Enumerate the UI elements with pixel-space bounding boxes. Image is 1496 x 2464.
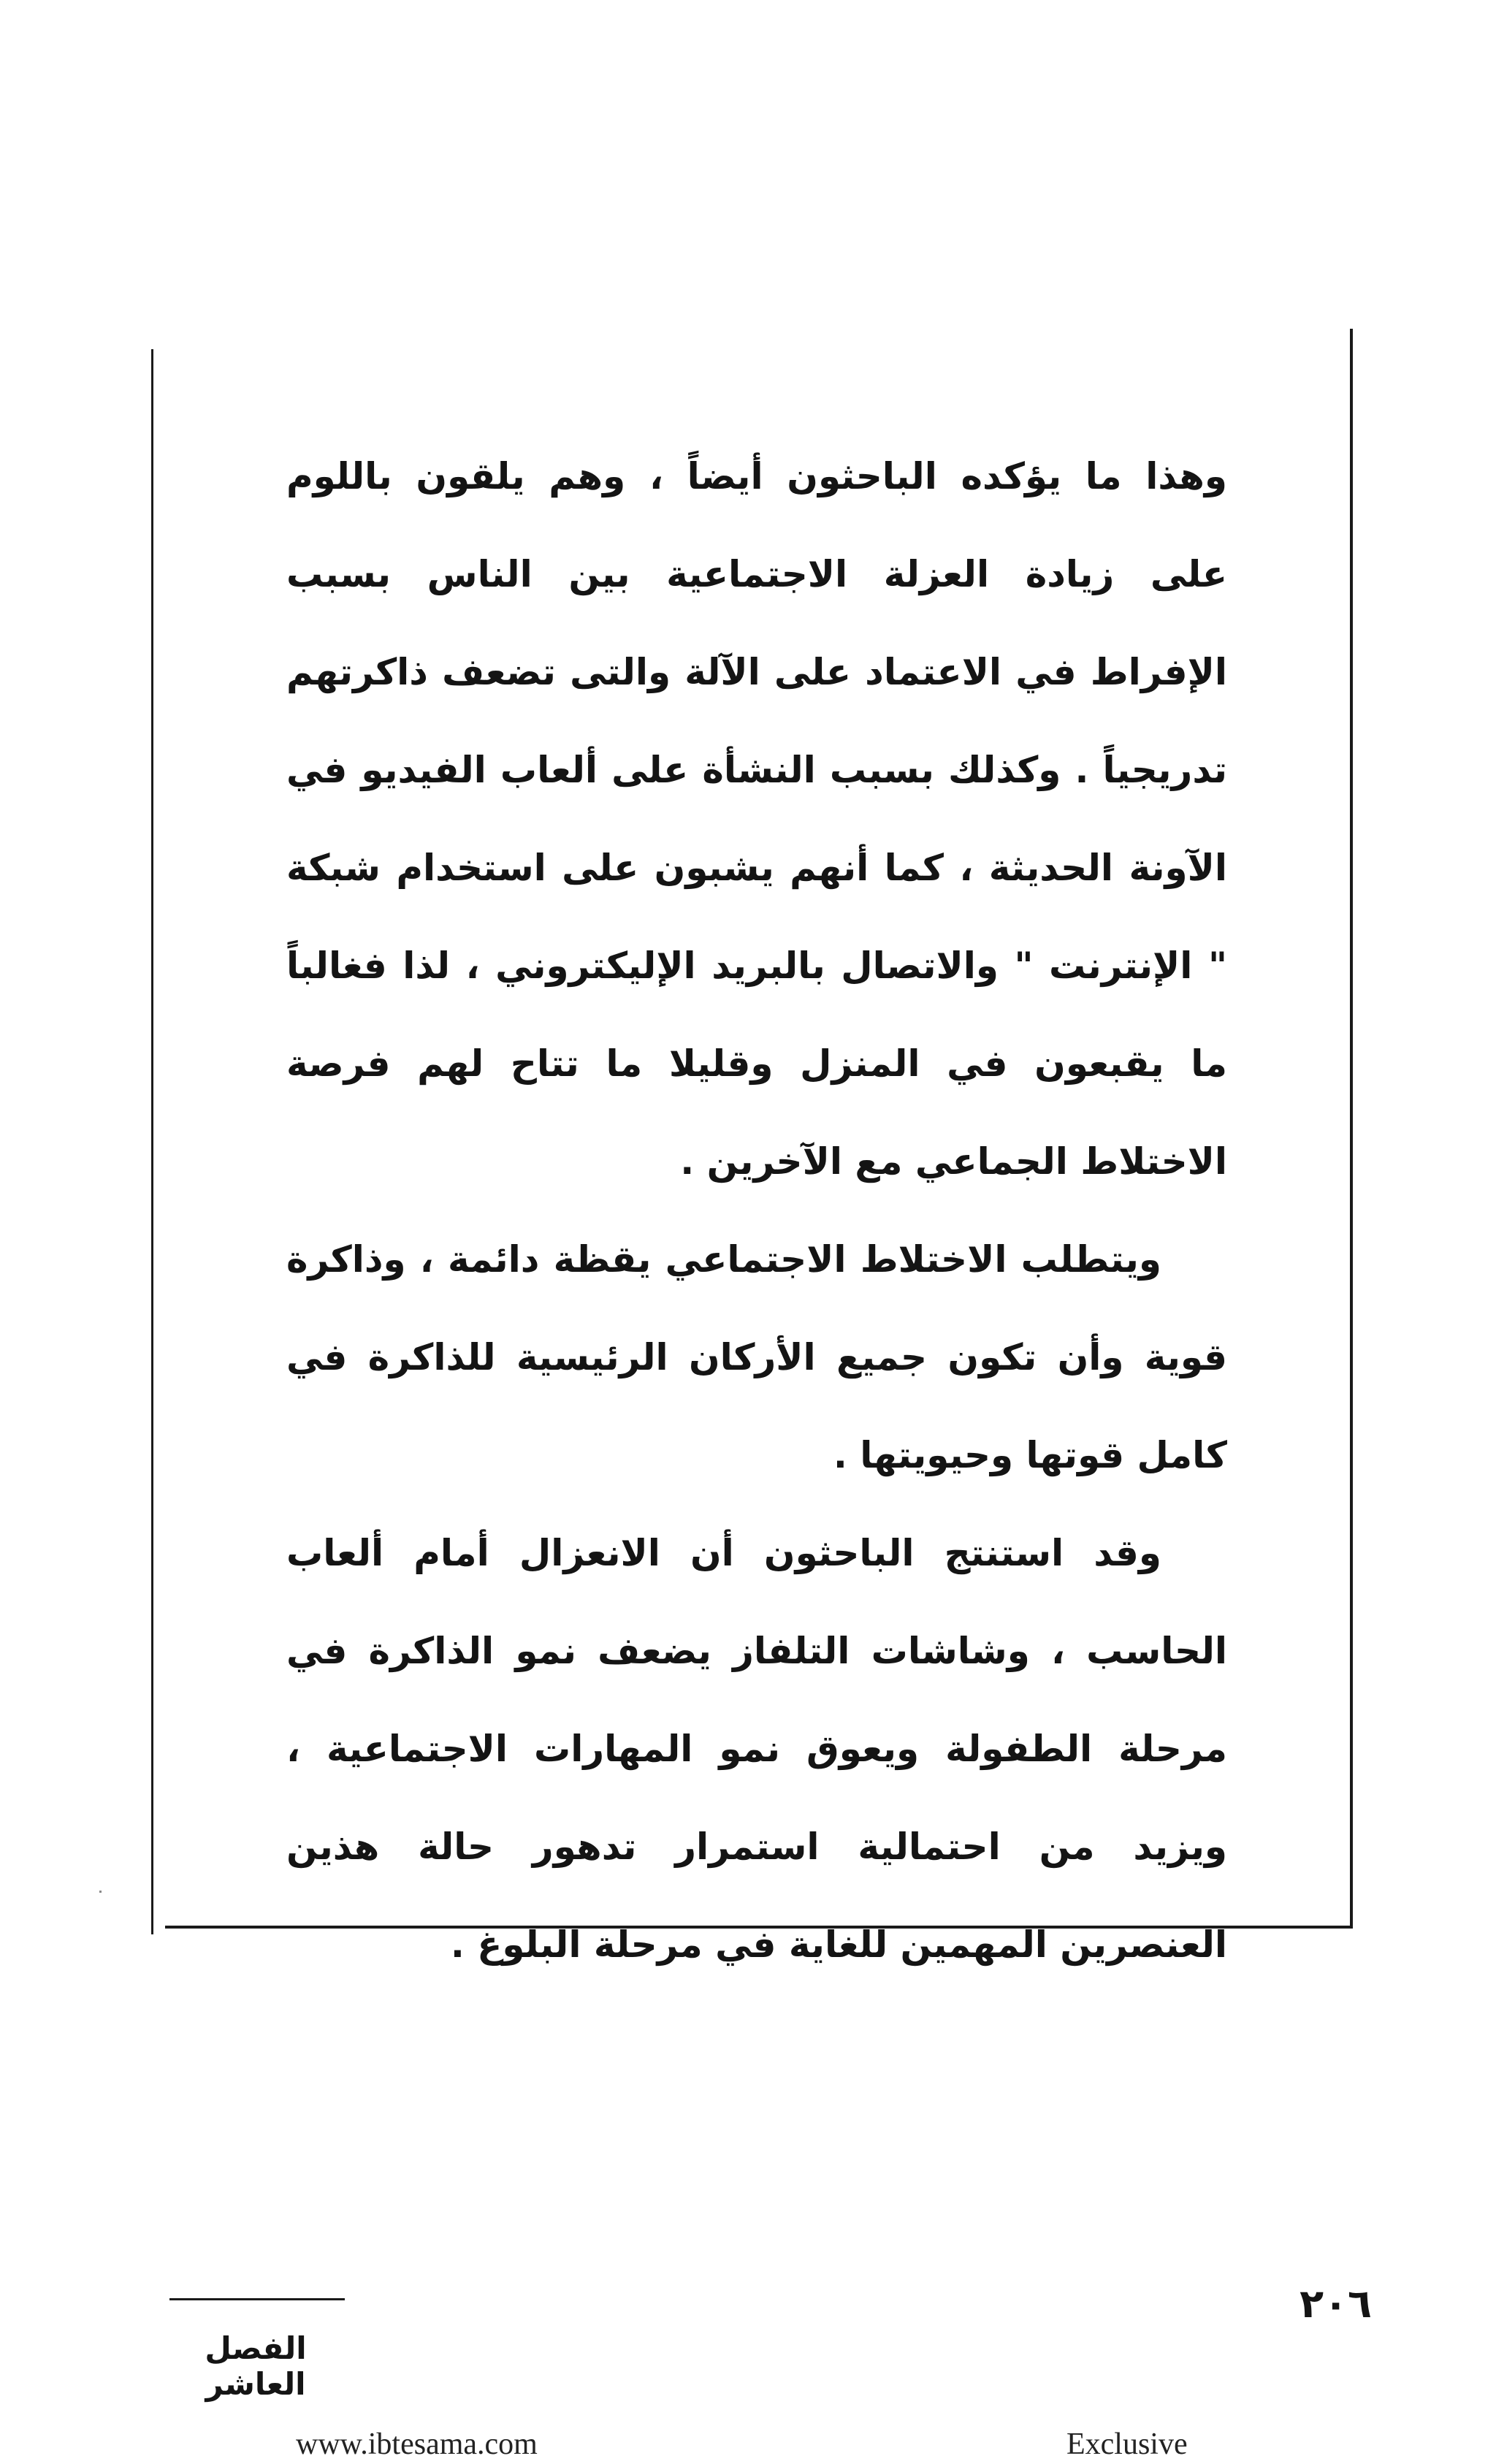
paragraph-1: وهذا ما يؤكده الباحثون أيضاً ، وهم يلقون باللوم على زيادة العزلة الاجتماعية بين الناس بسبب الإفراط في الاعتماد على الآلة والتى تضعف ذاكرتهم تدريجياً . وكذلك بسبب النشأة على ألعاب الفيديو في الآونة الحديثة ، كما أنهم يشبون على استخدام شبكة " الإنترنت " والاتصال بالبريد الإليكتروني ، لذا فغالباً ما يقبعون في المنزل وقليلا ما تتاح لهم فرصة الاختلاط الجماعي مع الآخرين . [286, 455, 1227, 1183]
text-frame-right-border [1350, 329, 1353, 1929]
chapter-rule [169, 2298, 345, 2300]
page-number: ٢٠٦ [1300, 2281, 1372, 2327]
chapter-label: الفصل العاشر [205, 2330, 307, 2402]
paragraph-2: ويتطلب الاختلاط الاجتماعي يقظة دائمة ، وذاكرة قوية وأن تكون جميع الأركان الرئيسية للذاكرة في كامل قوتها وحيويتها . [286, 1238, 1227, 1476]
scan-speck [99, 1891, 102, 1893]
paragraph-3: وقد استنتج الباحثون أن الانعزال أمام ألعاب الحاسب ، وشاشات التلفاز يضعف نمو الذاكرة في مرحلة الطفولة ويعوق نمو المهارات الاجتماعية ، ويزيد من احتمالية استمرار تدهور حالة هذين العنصرين المهمين للغاية في مرحلة البلوغ . [286, 1532, 1227, 1966]
footer-exclusive-label: Exclusive [1066, 2427, 1188, 2461]
footer-site-link[interactable]: www.ibtesama.com [296, 2427, 538, 2461]
body-text [286, 427, 1227, 1994]
text-frame-left-border [151, 349, 153, 1934]
